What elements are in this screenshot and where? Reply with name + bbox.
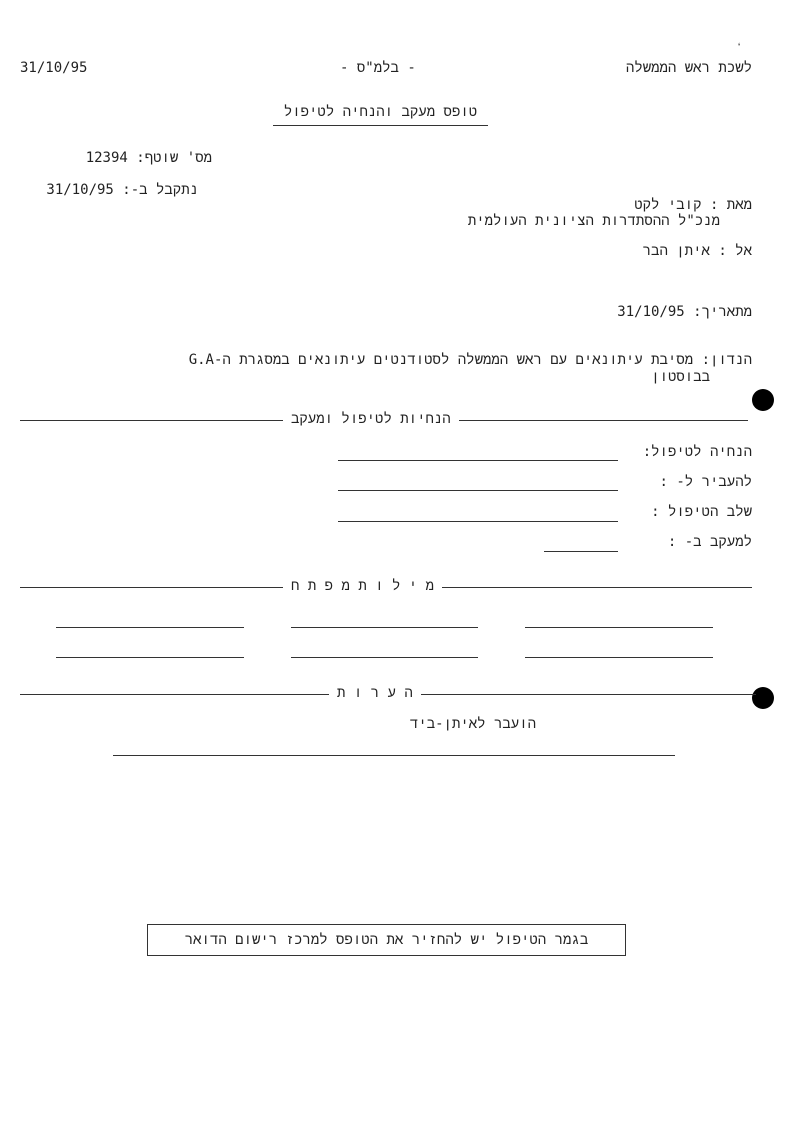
field-stage-line[interactable] xyxy=(338,521,618,522)
office-name: לשכת ראש הממשלה xyxy=(625,60,752,76)
keyword-line[interactable] xyxy=(525,657,713,658)
field-label-stage: שלב הטיפול : xyxy=(651,504,752,520)
serial-value: 12394 xyxy=(85,150,128,166)
serial-row xyxy=(40,150,212,167)
field-followup-line[interactable] xyxy=(544,551,618,552)
from-title: מנכ"ל ההסתדרות הציונית העולמית xyxy=(467,213,720,229)
dated-label: מתאריך: xyxy=(693,304,752,320)
received-row xyxy=(20,182,198,199)
from-label: מאת : xyxy=(709,197,752,213)
from-name: קובי לקט xyxy=(634,197,702,213)
to-label: אל : xyxy=(718,243,752,259)
subject-line2: בבוסטון xyxy=(651,369,710,385)
subject-row xyxy=(189,352,752,369)
return-instruction-text: בגמר הטיפול יש להחזיר את הטופס למרכז רישום הדואר xyxy=(184,932,589,948)
keywords-section-title: מ י ל ו ת מ פ ת ח xyxy=(283,578,442,595)
received-value: 31/10/95 xyxy=(46,182,114,198)
field-forward-line[interactable] xyxy=(338,490,618,491)
notes-line[interactable] xyxy=(113,755,675,756)
punch-hole-top xyxy=(752,389,774,411)
notes-section-title: ה ע ר ו ת xyxy=(329,685,421,702)
keyword-line[interactable] xyxy=(56,627,244,628)
received-label: נתקבל ב-: xyxy=(122,182,198,198)
from-row xyxy=(634,197,752,214)
keyword-line[interactable] xyxy=(56,657,244,658)
subject-label: הנדון: xyxy=(701,352,752,368)
keyword-line[interactable] xyxy=(291,627,478,628)
handling-section-title: הנחיות לטיפול ומעקב xyxy=(283,411,459,428)
scan-speck: ❛ xyxy=(736,42,743,53)
keyword-line[interactable] xyxy=(291,657,478,658)
field-label-forward: להעביר ל- : xyxy=(659,474,752,490)
to-name: איתן הבר xyxy=(642,243,710,259)
serial-label: מס' שוטף: xyxy=(136,150,212,166)
field-label-followup: למעקב ב- : xyxy=(667,534,752,550)
field-label-instruction: הנחיה לטיפול: xyxy=(642,444,752,460)
form-title: טופס מעקב והנחיה לטיפול xyxy=(273,104,488,126)
header-date: 31/10/95 xyxy=(20,60,88,76)
field-instruction-line[interactable] xyxy=(338,460,618,461)
keyword-line[interactable] xyxy=(525,627,713,628)
to-row xyxy=(643,243,752,260)
punch-hole-bottom xyxy=(752,687,774,709)
subject-line1: מסיבת עיתונאים עם ראש הממשלה לסטודנטים עיתונאים במסגרת ה-G.A xyxy=(188,352,694,368)
dated-value: 31/10/95 xyxy=(617,304,685,320)
notes-text: הועבר לאיתן-ביד xyxy=(409,716,536,732)
dated-row xyxy=(617,304,752,321)
classification-label: - בלמ"ס - xyxy=(340,60,416,76)
return-instruction-box xyxy=(147,924,626,956)
